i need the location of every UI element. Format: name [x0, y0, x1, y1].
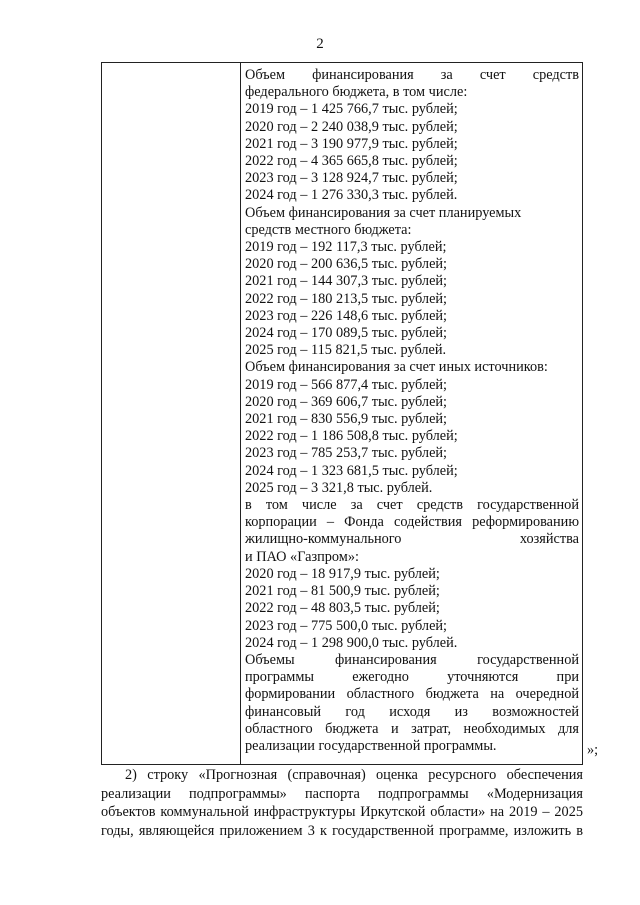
table-text-line: Объем финансирования за счет иных источников:	[245, 359, 548, 376]
table-text-line: формировании областного бюджета на очередной	[245, 686, 579, 703]
table-text-line: в том числе за счет средств государственной	[245, 497, 579, 514]
table-text-line: 2019 год – 566 877,4 тыс. рублей;	[245, 376, 448, 393]
page-number: 2	[316, 36, 324, 52]
table-text-line: 2022 год – 48 803,5 тыс. рублей;	[245, 600, 440, 617]
table-text-line: средств местного бюджета:	[245, 221, 412, 238]
financing-text-cell	[245, 67, 579, 755]
table-text-line: Объем финансирования за счет средств	[245, 67, 579, 83]
table-text-line: 2025 год – 3 321,8 тыс. рублей.	[245, 479, 433, 496]
table-text-line: 2020 год – 200 636,5 тыс. рублей;	[245, 256, 448, 273]
table-text-line: 2020 год – 369 606,7 тыс. рублей;	[245, 393, 448, 410]
table-text-line: реализации государственной программы.	[245, 737, 497, 754]
table-text-line: 2024 год – 1 298 900,0 тыс. рублей.	[245, 634, 458, 651]
table-text-line: 2019 год – 192 117,3 тыс. рублей;	[245, 239, 447, 256]
table-text-line: 2023 год – 775 500,0 тыс. рублей;	[245, 617, 448, 634]
table-text-line: 2019 год – 1 425 766,7 тыс. рублей;	[245, 101, 458, 118]
table-text-line: 2021 год – 144 307,3 тыс. рублей;	[245, 273, 448, 290]
table-text-line: 2024 год – 170 089,5 тыс. рублей;	[245, 325, 448, 342]
table-text-line: жилищно-коммунального хозяйства	[245, 531, 579, 548]
paragraph-line: объектов коммунальной инфраструктуры Иркутской области» на 2019 – 2025	[101, 804, 583, 820]
table-text-line: 2020 год – 2 240 038,9 тыс. рублей;	[245, 118, 458, 135]
table-text-line: 2022 год – 180 213,5 тыс. рублей;	[245, 290, 448, 307]
table-text-line: 2021 год – 830 556,9 тыс. рублей;	[245, 411, 448, 428]
column-divider	[240, 63, 241, 764]
table-text-line: 2024 год – 1 276 330,3 тыс. рублей.	[245, 187, 458, 204]
table-text-line: 2025 год – 115 821,5 тыс. рублей.	[245, 342, 447, 359]
table-text-line: 2023 год – 3 128 924,7 тыс. рублей;	[245, 170, 458, 187]
table-text-line: Объем финансирования за счет планируемых	[245, 204, 522, 221]
table-text-line: 2024 год – 1 323 681,5 тыс. рублей;	[245, 462, 458, 479]
paragraph-line: годы, являющейся приложением 3 к государственной программе, изложить в	[101, 822, 583, 839]
financing-table	[101, 62, 583, 765]
table-text-line: федерального бюджета, в том числе:	[245, 84, 468, 101]
amendment-paragraph	[101, 766, 583, 840]
table-text-line: областного бюджета и затрат, необходимых для	[245, 720, 579, 737]
paragraph-line: реализации подпрограммы» паспорта подпрограммы «Модернизация	[101, 785, 583, 802]
closing-quote: »;	[587, 742, 599, 758]
table-text-line: 2022 год – 1 186 508,8 тыс. рублей;	[245, 428, 458, 445]
table-text-line: 2022 год – 4 365 665,8 тыс. рублей;	[245, 153, 458, 170]
table-text-line: и ПАО «Газпром»:	[245, 548, 359, 565]
table-text-line: программы ежегодно уточняются при	[245, 669, 579, 686]
table-text-line: 2021 год – 3 190 977,9 тыс. рублей;	[245, 135, 458, 152]
table-text-line: 2023 год – 785 253,7 тыс. рублей;	[245, 445, 448, 462]
table-text-line: корпорации – Фонда содействия реформированию	[245, 514, 579, 531]
table-text-line: Объемы финансирования государственной	[245, 651, 579, 668]
paragraph-line: 2) строку «Прогнозная (справочная) оценка ресурсного обеспечения	[125, 767, 583, 783]
table-text-line: 2020 год – 18 917,9 тыс. рублей;	[245, 565, 440, 582]
table-text-line: 2021 год – 81 500,9 тыс. рублей;	[245, 583, 440, 600]
table-text-line: 2023 год – 226 148,6 тыс. рублей;	[245, 307, 448, 324]
table-text-line: финансовый год исходя из возможностей	[245, 703, 579, 720]
